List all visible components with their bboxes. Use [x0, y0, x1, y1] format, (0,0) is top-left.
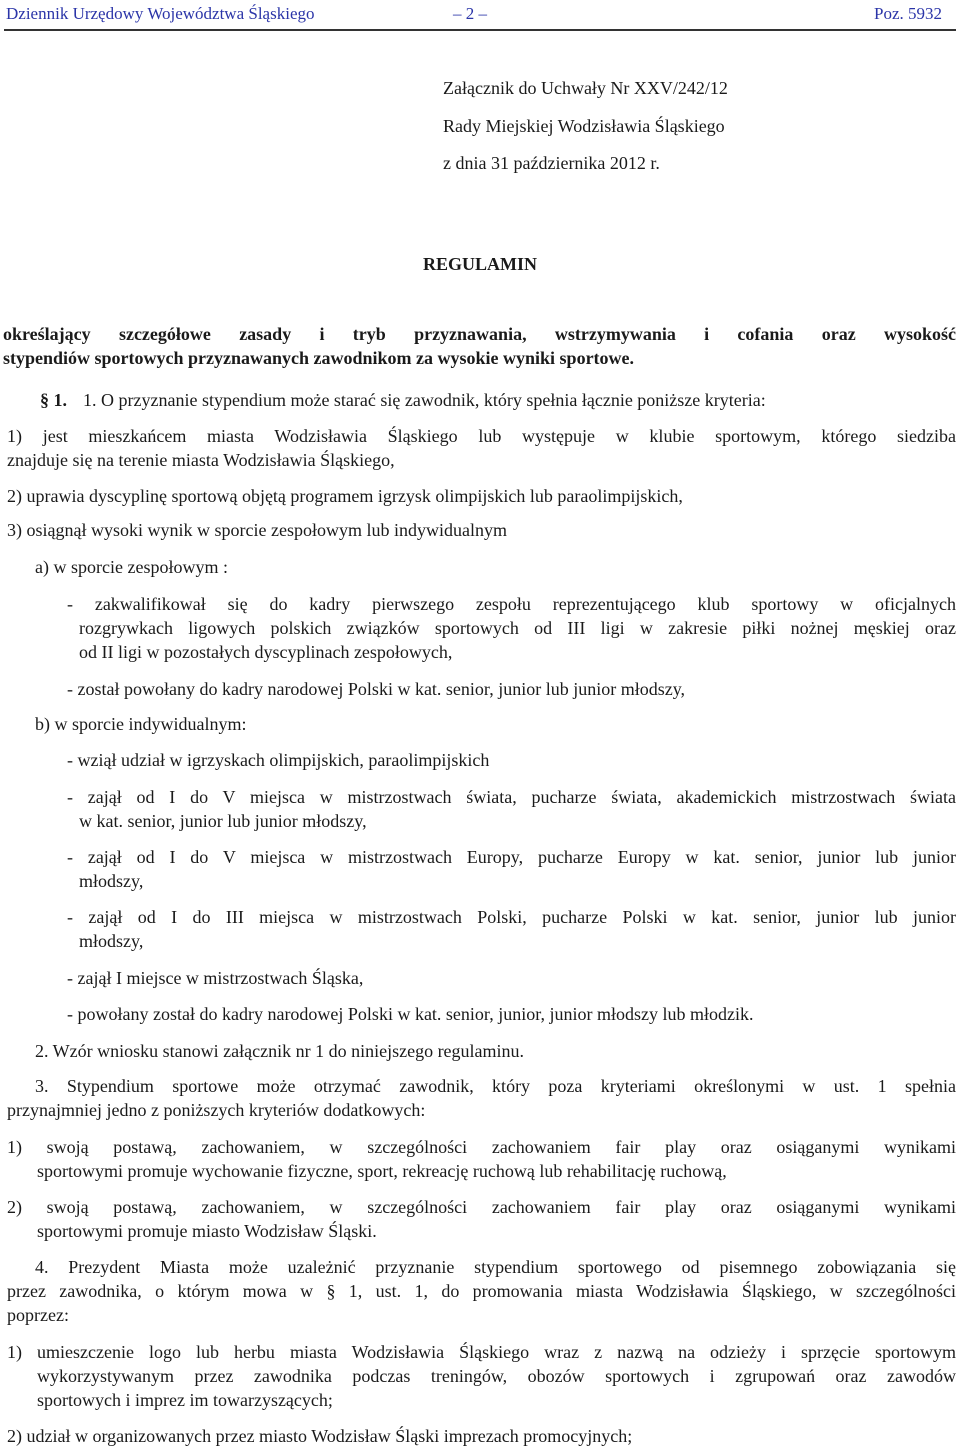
- additional-criterion-1-line-2: sportowymi promuje wychowanie fizyczne, sport, rekreację ruchową lub rehabilitację ruchową,: [37, 1161, 727, 1181]
- team-criterion-1-line-3: od II ligi w pozostałych dyscyplinach zespołowych,: [79, 642, 453, 662]
- additional-criterion-2-line-2: sportowymi promuje miasto Wodzisław Śląski.: [37, 1221, 377, 1241]
- team-criterion-2: - został powołany do kadry narodowej Polski w kat. senior, junior lub junior młodszy,: [67, 679, 686, 699]
- position-number: Poz. 5932: [874, 4, 942, 23]
- promotion-item-2: 2) udział w organizowanych przez miasto Wodzisław Śląski imprezach promocyjnych;: [7, 1426, 633, 1446]
- team-criterion-1-line-2: rozgrywkach ligowych polskich związków sportowych od III ligi w zakresie piłki nożnej męskiej oraz: [79, 618, 956, 638]
- criterion-2: 2) uprawia dyscyplinę sportową objętą programem igrzysk olimpijskich lub paraolimpijskich,: [7, 486, 683, 506]
- document-title: REGULAMIN: [422, 254, 537, 274]
- team-criterion-1-line-1: - zakwalifikował się do kadry pierwszego zespołu reprezentującego klub sportowy w oficjalnych: [67, 594, 956, 614]
- page-number: – 2 –: [453, 4, 487, 23]
- additional-criterion-1-line-1: 1) swoją postawą, zachowaniem, w szczególności zachowaniem fair play oraz osiąganymi wynikami: [7, 1137, 956, 1157]
- criterion-3: 3) osiągnął wysoki wynik w sporcie zespołowym lub indywidualnym: [7, 520, 507, 540]
- paragraph-4-line-1: 4. Prezydent Miasta może uzależnić przyznanie stypendium sportowego od pisemnego zobowiązania się: [35, 1257, 956, 1277]
- annex-line-3: z dnia 31 października 2012 r.: [443, 153, 660, 173]
- individual-criterion-1: - wziął udział w igrzyskach olimpijskich, paraolimpijskich: [67, 750, 490, 770]
- additional-criterion-2-line-1: 2) swoją postawą, zachowaniem, w szczególności zachowaniem fair play oraz osiąganymi wynikami: [7, 1197, 956, 1217]
- individual-sport-heading: b) w sporcie indywidualnym:: [35, 714, 247, 734]
- individual-criterion-4-line-2: młodszy,: [79, 931, 144, 951]
- individual-criterion-4-line-1: - zajął od I do III miejsca w mistrzostwach Polski, pucharze Polski w kat. senior, junior lub junior: [67, 907, 956, 927]
- paragraph-4-line-3: poprzez:: [7, 1305, 69, 1325]
- paragraph-3-line-2: przynajmniej jedno z poniższych kryteriów dodatkowych:: [7, 1100, 426, 1120]
- paragraph-3-line-1: 3. Stypendium sportowe może otrzymać zawodnik, który poza kryteriami określonymi w ust. 1 spełnia: [35, 1076, 956, 1096]
- subtitle-line-1: określający szczegółowe zasady i tryb przyznawania, wstrzymywania i cofania oraz wysokość: [3, 324, 956, 344]
- annex-line-1: Załącznik do Uchwały Nr XXV/242/12: [443, 78, 728, 98]
- header-divider: [4, 29, 956, 31]
- promotion-item-1-line-1: 1) umieszczenie logo lub herbu miasta Wodzisławia Śląskiego wraz z nazwą na odzieży i sprzęcie sportowym: [7, 1342, 956, 1362]
- journal-title: Dziennik Urzędowy Województwa Śląskiego: [6, 4, 315, 23]
- section-number: § 1.: [40, 390, 67, 410]
- individual-criterion-2-line-1: - zajął od I do V miejsca w mistrzostwach świata, pucharze świata, akademickich mistrzostwach świata: [67, 787, 956, 807]
- criterion-1-line-2: znajduje się na terenie miasta Wodzisławia Śląskiego,: [7, 450, 395, 470]
- subtitle-line-2: stypendiów sportowych przyznawanych zawodnikom za wysokie wyniki sportowe.: [3, 348, 635, 368]
- annex-line-2: Rady Miejskiej Wodzisławia Śląskiego: [443, 116, 725, 136]
- team-sport-heading: a) w sporcie zespołowym :: [35, 557, 228, 577]
- promotion-item-1-line-2: wykorzystywanym przez zawodnika podczas treningów, obozów sportowych i zgrupowań oraz zawodów: [37, 1366, 956, 1386]
- individual-criterion-3-line-1: - zajął od I do V miejsca w mistrzostwach Europy, pucharze Europy w kat. senior, junior lub junior: [67, 847, 956, 867]
- paragraph-4-line-2: przez zawodnika, o którym mowa w § 1, ust. 1, do promowania miasta Wodzisławia Śląskiego, w szczególności: [7, 1281, 956, 1301]
- criterion-1-line-1: 1) jest mieszkańcem miasta Wodzisławia Śląskiego lub występuje w klubie sportowym, którego siedziba: [7, 426, 956, 446]
- promotion-item-1-line-3: sportowych i imprez im towarzyszących;: [37, 1390, 333, 1410]
- individual-criterion-3-line-2: młodszy,: [79, 871, 144, 891]
- individual-criterion-6: - powołany został do kadry narodowej Polski w kat. senior, junior, junior młodszy lub młodzik.: [67, 1004, 754, 1024]
- individual-criterion-2-line-2: w kat. senior, junior lub junior młodszy,: [79, 811, 367, 831]
- paragraph-2: 2. Wzór wniosku stanowi załącznik nr 1 do niniejszego regulaminu.: [35, 1041, 525, 1061]
- individual-criterion-5: - zajął I miejsce w mistrzostwach Śląska,: [67, 968, 364, 988]
- paragraph-1: 1. O przyznanie stypendium może starać się zawodnik, który spełnia łącznie poniższe kryteria:: [83, 390, 766, 410]
